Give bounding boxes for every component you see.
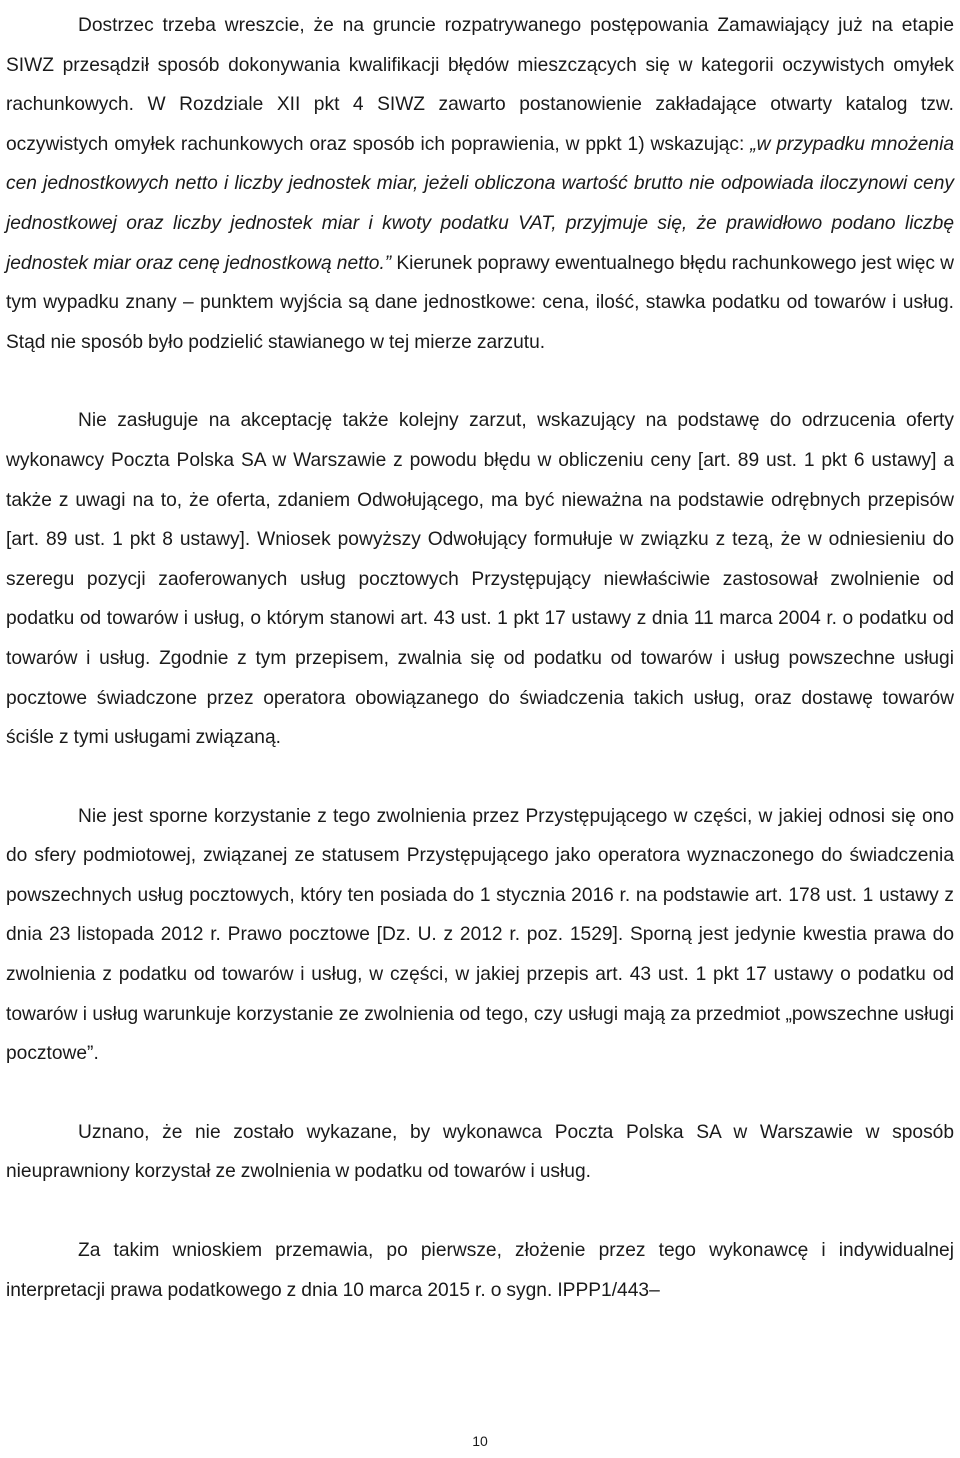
paragraph-2: Nie zasługuje na akceptację także kolejny zarzut, wskazujący na podstawę do odrzucenia oferty wykonawcy Poczta Polska SA w Warszawie z powodu błędu w obliczeniu ceny [art. 89 ust. 1 pkt 6 ustawy] a także z uwagi na to, że oferta, zdaniem Odwołującego, ma być nieważna na podstawie odrębnych przepisów [art. 89 ust. 1 pkt 8 ustawy]. Wniosek powyższy Odwołujący formułuje w związku z tezą, że w odniesieniu do szeregu pozycji zaoferowanych usług pocztowych Przystępujący niewłaściwie zastosował zwolnienie od podatku od towarów i usług, o którym stanowi art. 43 ust. 1 pkt 17 ustawy z dnia 11 marca 2004 r. o podatku od towarów i usług. Zgodnie z tym przepisem, zwalnia się od podatku od towarów i usług powszechne usługi pocztowe świadczone przez operatora obowiązanego do świadczenia takich usług, oraz dostawę towarów ściśle z tymi usługami związaną. — [6, 410, 954, 749]
paragraph-3: Nie jest sporne korzystanie z tego zwolnienia przez Przystępującego w części, w jakiej odnosi się ono do sfery podmiotowej, związanej ze statusem Przystępującego jako operatora wyznaczonego do świadczenia powszechnych usług pocztowych, który ten posiada do 1 stycznia 2016 r. na podstawie art. 178 ust. 1 ustawy z dnia 23 listopada 2012 r. Prawo pocztowe [Dz. U. z 2012 r. poz. 1529]. Sporną jest jedynie kwestia prawa do zwolnienia z podatku od towarów i usług, w części, w jakiej przepis art. 43 ust. 1 pkt 17 ustawy o podatku od towarów i usług warunkuje korzystanie ze zwolnienia od tego, czy usługi mają za przedmiot „powszechne usługi pocztowe”. — [6, 805, 954, 1065]
paragraph-5: Za takim wnioskiem przemawia, po pierwsze, złożenie przez tego wykonawcę i indywidualnej interpretacji prawa podatkowego z dnia 10 marca 2015 r. o sygn. IPPP1/443– — [6, 1240, 954, 1301]
paragraph-1-after: Kierunek poprawy ewentualnego błędu rachunkowego jest więc w tym wypadku znany – punktem wyjścia są dane jednostkowe: cena, ilość, stawka podatku od towarów i usług. Stąd nie sposób było podzielić stawianego w tej mierze zarzutu. — [6, 252, 955, 353]
paragraph-1-before: Dostrzec trzeba wreszcie, że na gruncie rozpatrywanego postępowania Zamawiający już na etapie SIWZ przesądził sposób dokonywania kwalifikacji błędów mieszczących się w kategorii oczywistych omyłek rachunkowych. W Rozdziale XII pkt 4 SIWZ zawarto postanowienie zakładające otwarty katalog tzw. oczywistych omyłek rachunkowych oraz sposób ich poprawienia, w ppkt 1) wskazując: — [6, 15, 954, 155]
page-number: 10 — [472, 1433, 488, 1449]
paragraph-1 — [6, 6, 954, 362]
paragraph-1-quote: „w przypadku mnożenia cen jednostkowych netto i liczby jednostek miar, jeżeli obliczona wartość brutto nie odpowiada iloczynowi ceny jednostkowej oraz liczby jednostek miar i kwoty podatku VAT, przyjmuje się, że prawidłowo podano liczbę jednostek miar oraz cenę jednostkową netto.” — [6, 133, 955, 274]
paragraph-4: Uznano, że nie zostało wykazane, by wykonawca Poczta Polska SA w Warszawie w sposób nieuprawniony korzystał ze zwolnienia w podatku od towarów i usług. — [6, 1121, 954, 1183]
